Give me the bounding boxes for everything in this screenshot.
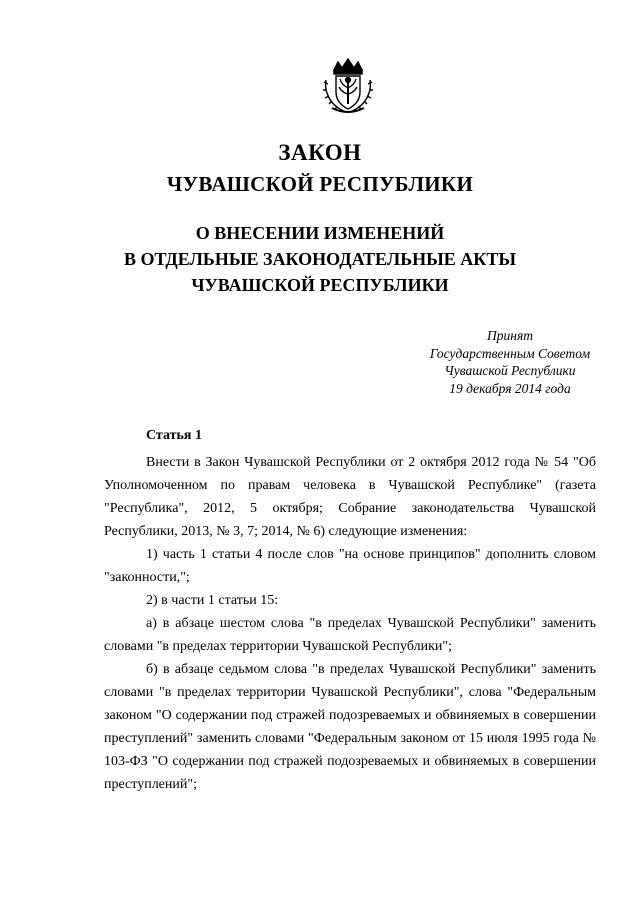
adoption-line: Принят [487, 328, 533, 343]
article-body [104, 451, 596, 796]
adoption-line: Государственным Советом [429, 345, 591, 361]
article-paragraph: 2) в части 1 статьи 15: [146, 593, 279, 608]
adoption-date: 19 декабря 2014 года [449, 380, 571, 396]
subject-line: В ОТДЕЛЬНЫЕ ЗАКОНОДАТЕЛЬНЫЕ АКТЫ [123, 249, 517, 269]
article-paragraph: б) в абзаце седьмом слова "в пределах Чувашской Республики" заменить словами "в пределах территории Чувашской Республики", слова "Федеральным законом "О содержании под стражей подозреваемых и обвиняемых в совершении преступлений" заменить словами "Федеральным законом от 15 июля 1995 года № 103-ФЗ "О содержании под стражей подозреваемых и обвиняемых в совершении преступлений"; [104, 662, 596, 792]
subject-line: ЧУВАШСКОЙ РЕСПУБЛИКИ [191, 275, 449, 295]
law-subject [0, 220, 640, 298]
subject-line: О ВНЕСЕНИИ ИЗМЕНЕНИЙ [195, 223, 445, 243]
republic-title: ЧУВАШСКОЙ РЕСПУБЛИКИ [166, 172, 474, 196]
law-title: ЗАКОН [278, 140, 362, 165]
article-paragraph: а) в абзаце шестом слова "в пределах Чувашской Республики" заменить словами "в пределах территории Чувашской Республики"; [104, 616, 596, 654]
article-heading: Статья 1 [146, 428, 202, 443]
adoption-note [410, 327, 610, 397]
coat-of-arms-icon [316, 54, 380, 118]
article-paragraph: Внести в Закон Чувашской Республики от 2 октября 2012 года № 54 "Об Уполномоченном по правам человека в Чувашской Республике" (газета "Республика", 2012, 5 октября; Собрание законодательства Чувашской Республики, 2013, № 3, 7; 2014, № 6) следующие изменения: [104, 455, 596, 539]
article-paragraph: 1) часть 1 статьи 4 после слов "на основе принципов" дополнить словом "законности,"; [104, 547, 596, 585]
adoption-line: Чувашской Республики [444, 363, 576, 378]
